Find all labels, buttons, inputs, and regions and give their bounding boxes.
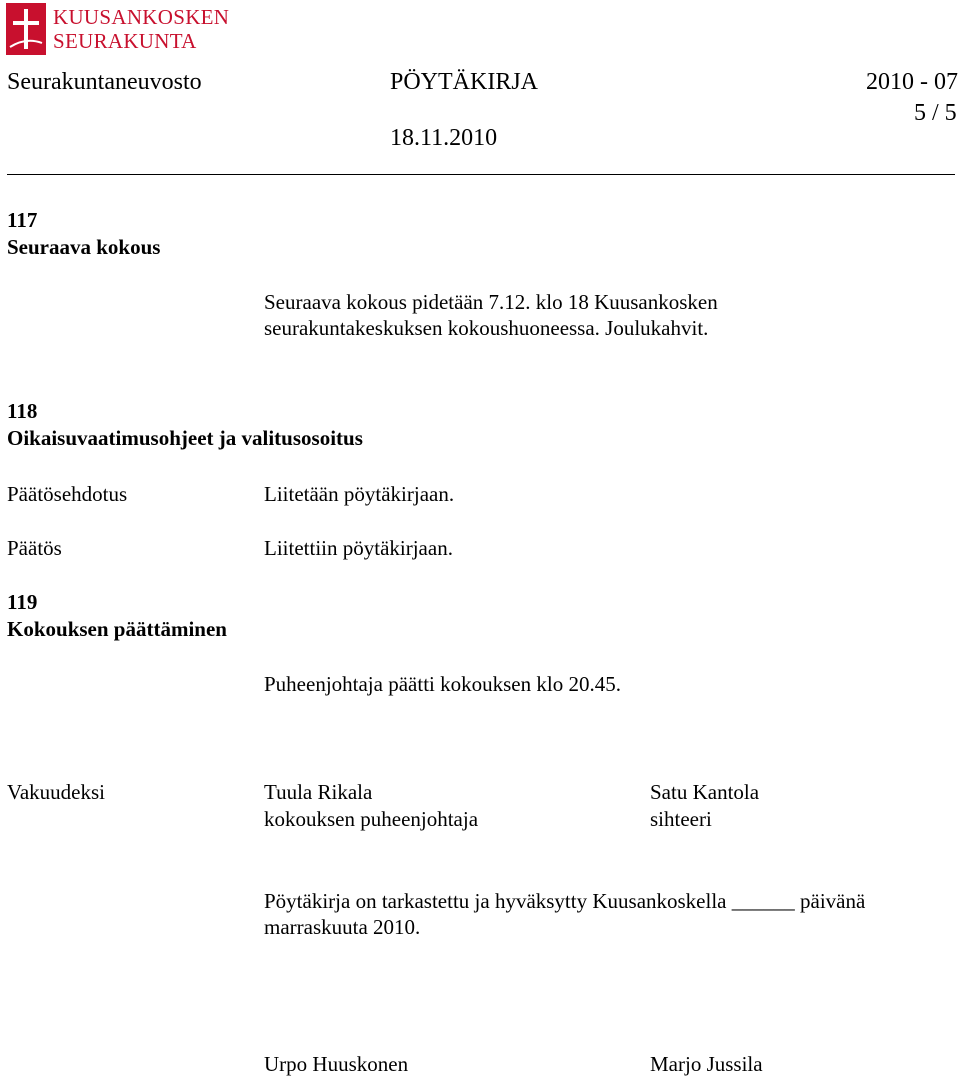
- checker-name: Urpo Huuskonen: [264, 1052, 409, 1076]
- document-number: 2010 - 07: [866, 69, 958, 95]
- signer-name: Satu Kantola: [650, 780, 760, 804]
- signer-role: kokouksen puheenjohtaja: [264, 807, 479, 831]
- logo-text: [53, 5, 229, 53]
- document-type: PÖYTÄKIRJA: [390, 69, 539, 95]
- header-divider: [7, 174, 955, 175]
- section-text-line: Seuraava kokous pidetään 7.12. klo 18 Kuusankosken: [264, 290, 718, 314]
- proposal-label: Päätösehdotus: [7, 482, 128, 506]
- logo-line-1: KUUSANKOSKEN: [53, 5, 230, 29]
- proposal-text: Liitetään pöytäkirjaan.: [264, 482, 455, 506]
- attestation-label: Vakuudeksi: [7, 780, 105, 804]
- verification-statement: [264, 888, 865, 915]
- section-text-line: seurakuntakeskuksen kokoushuoneessa. Joulukahvit.: [264, 316, 709, 340]
- date-blank: ______: [731, 889, 795, 913]
- page-number: 5 / 5: [914, 100, 957, 126]
- signer-role: sihteeri: [650, 807, 712, 831]
- checker-name: Marjo Jussila: [650, 1052, 763, 1076]
- section-title: Seuraava kokous: [7, 235, 161, 259]
- section-text: Puheenjohtaja päätti kokouksen klo 20.45.: [264, 672, 621, 696]
- verification-text-end: päivänä: [800, 889, 866, 913]
- signer-name: Tuula Rikala: [264, 780, 373, 804]
- section-number: 118: [7, 399, 38, 423]
- logo-line-2: SEURAKUNTA: [53, 29, 197, 53]
- section-title: Oikaisuvaatimusohjeet ja valitusosoitus: [7, 426, 363, 450]
- cross-logo-icon: [6, 3, 46, 55]
- section-number: 117: [7, 208, 38, 232]
- section-number: 119: [7, 590, 38, 614]
- verification-text: Pöytäkirja on tarkastettu ja hyväksytty Kuusankoskella: [264, 889, 727, 913]
- organ-name: Seurakuntaneuvosto: [7, 69, 202, 95]
- verification-month: marraskuuta 2010.: [264, 915, 421, 939]
- meeting-date: 18.11.2010: [390, 125, 498, 151]
- decision-text: Liitettiin pöytäkirjaan.: [264, 536, 453, 560]
- decision-label: Päätös: [7, 536, 62, 560]
- section-title: Kokouksen päättäminen: [7, 617, 227, 641]
